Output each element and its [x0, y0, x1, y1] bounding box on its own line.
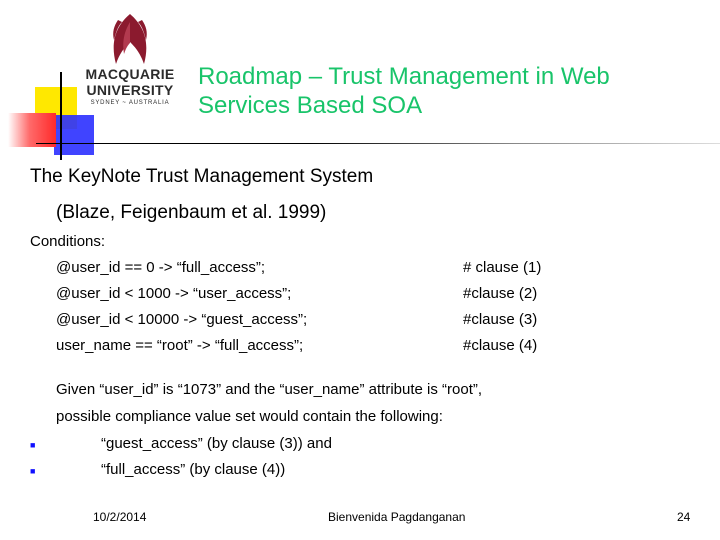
- decor-red-square: [8, 113, 56, 147]
- footer-date: 10/2/2014: [93, 510, 147, 524]
- bullet-icon: ■: [30, 440, 36, 450]
- condition-comment: #clause (3): [463, 311, 538, 328]
- given-text-line1: Given “user_id” is “1073” and the “user_name” attribute is “root”,: [56, 381, 483, 398]
- logo-tagline: SYDNEY ~ AUSTRALIA: [90, 100, 170, 106]
- condition-comment: # clause (1): [463, 259, 542, 276]
- condition-comment: #clause (4): [463, 337, 538, 354]
- given-text-line2: possible compliance value set would contain the following:: [56, 408, 443, 425]
- title-line1: Roadmap – Trust Management in Web: [198, 63, 610, 90]
- university-name: [80, 66, 180, 106]
- condition-expr: @user_id < 1000 -> “user_access”;: [56, 285, 292, 302]
- list-item: “full_access” (by clause (4)): [101, 461, 286, 478]
- conditions-label: Conditions:: [30, 233, 106, 250]
- list-item: “guest_access” (by clause (3)) and: [101, 435, 332, 452]
- bullet-icon: ■: [30, 466, 36, 476]
- slide-title: [198, 62, 698, 120]
- title-line2: Services Based SOA: [198, 92, 423, 119]
- crest-icon: [80, 12, 180, 68]
- citation: (Blaze, Feigenbaum et al. 1999): [56, 202, 327, 223]
- condition-comment: #clause (2): [463, 285, 538, 302]
- section-heading: The KeyNote Trust Management System: [30, 166, 374, 187]
- page-number: 24: [677, 510, 691, 524]
- decor-vertical-line: [60, 72, 62, 160]
- condition-expr: @user_id == 0 -> “full_access”;: [56, 259, 266, 276]
- footer-author: Bienvenida Pagdanganan: [328, 510, 466, 524]
- logo-name-line1: MACQUARIE: [85, 66, 175, 82]
- title-divider-line: [36, 143, 720, 144]
- logo-name-line2: UNIVERSITY: [86, 82, 174, 98]
- condition-expr: user_name == “root” -> “full_access”;: [56, 337, 304, 354]
- condition-expr: @user_id < 10000 -> “guest_access”;: [56, 311, 308, 328]
